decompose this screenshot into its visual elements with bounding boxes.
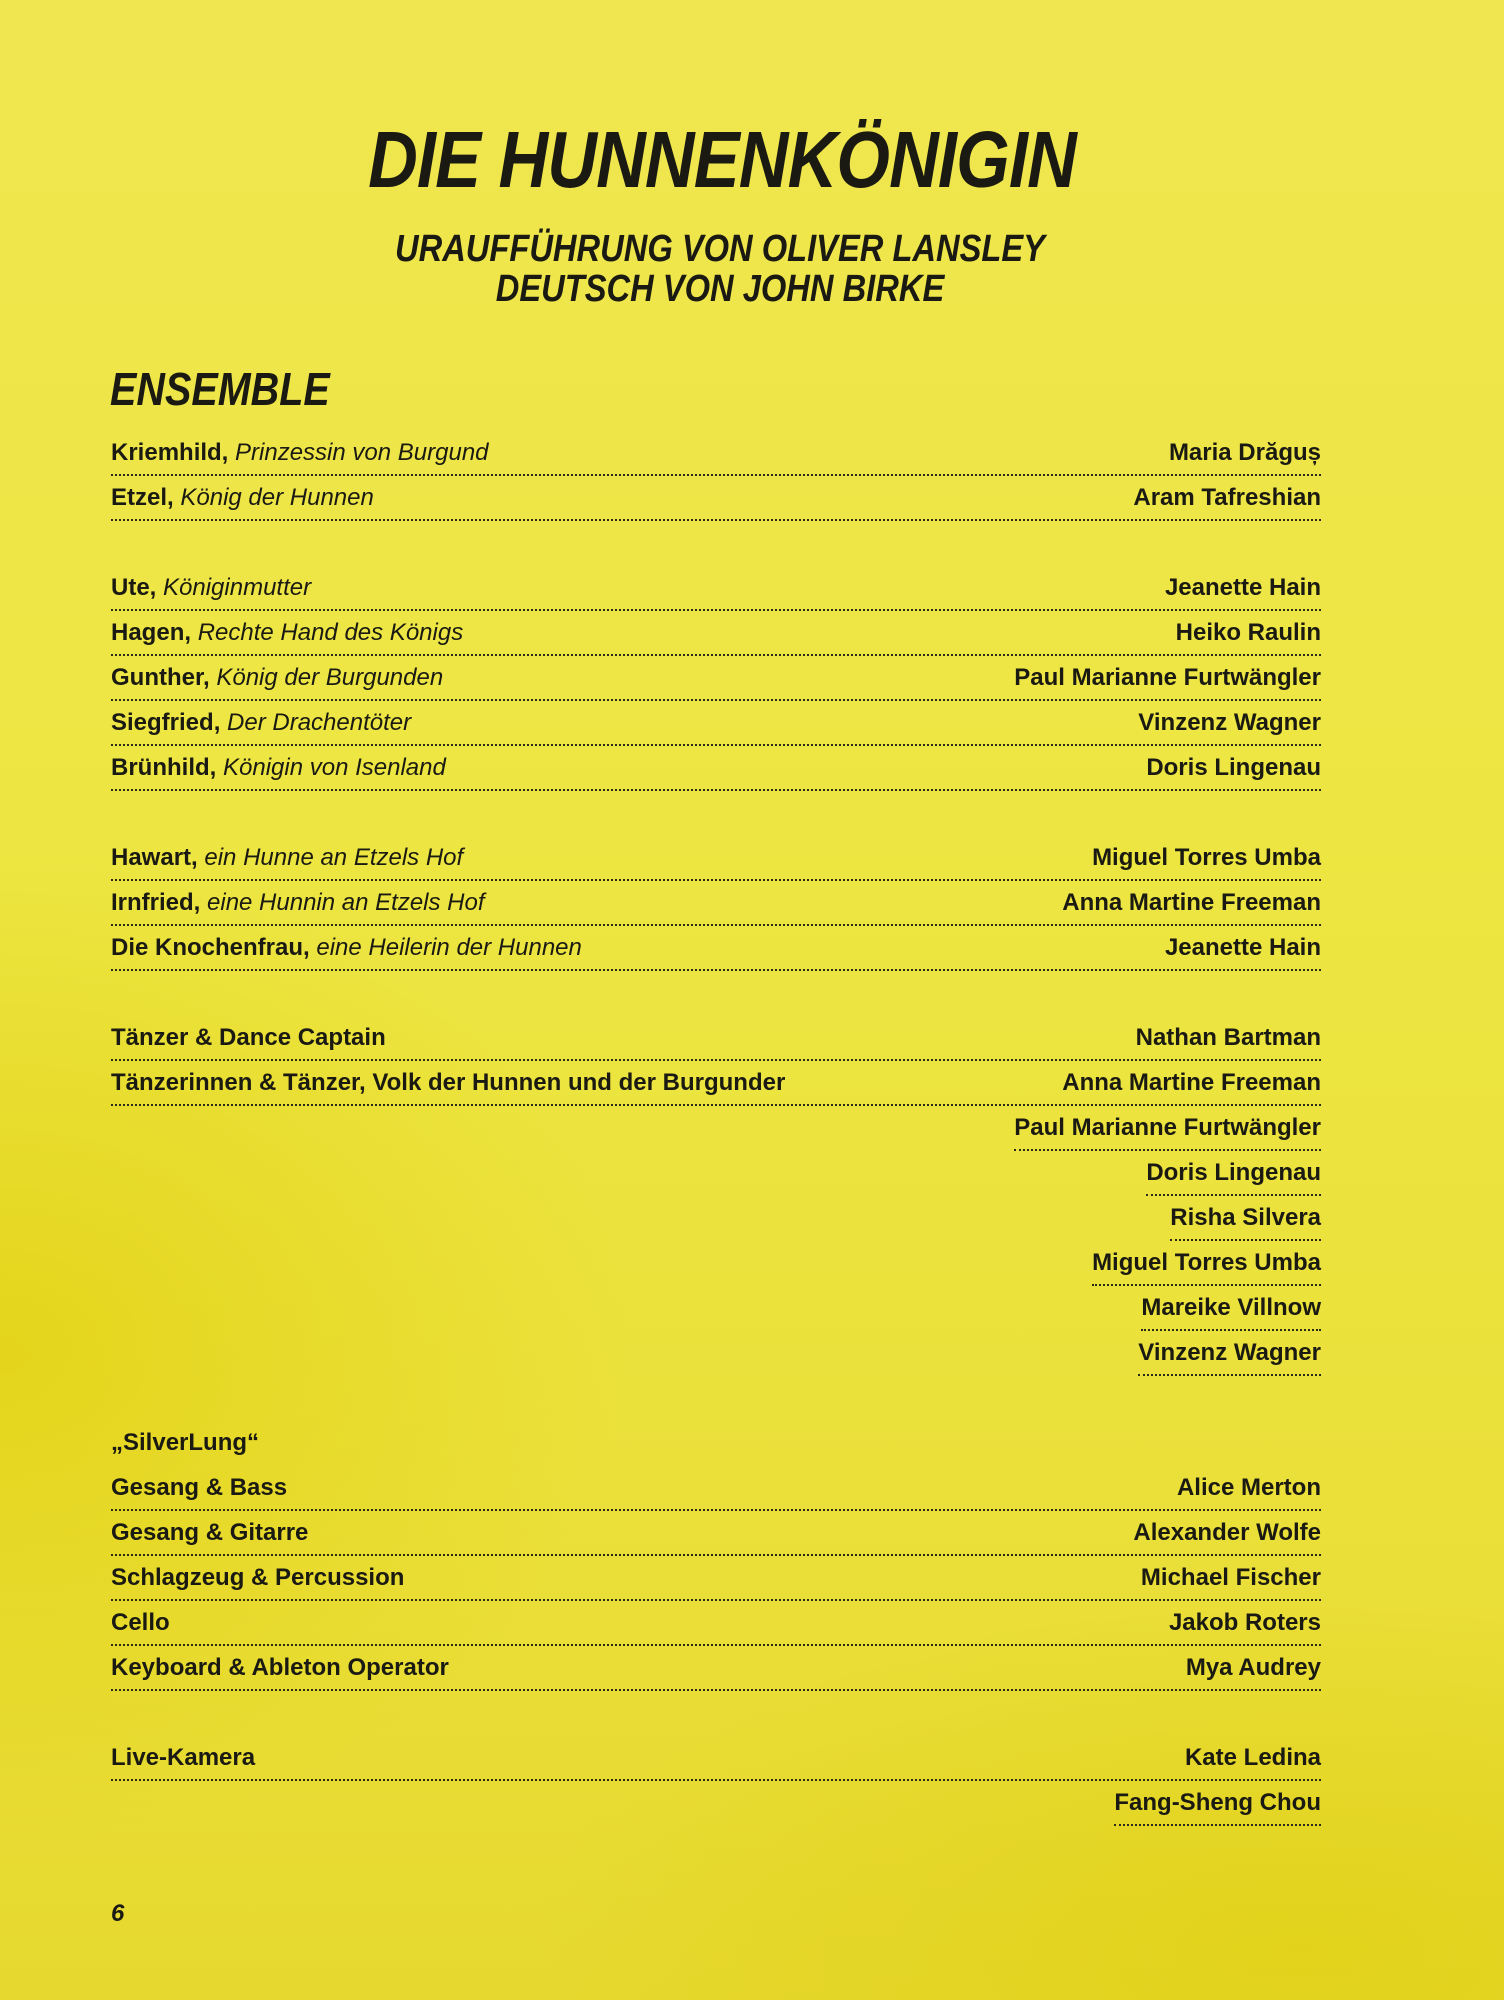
role-cell: [111, 747, 1321, 791]
cast-group: [111, 1737, 1321, 1827]
role-name: Tänzer & Dance Captain: [111, 1024, 386, 1051]
actor-name: Miguel Torres Umba: [1092, 1242, 1321, 1286]
cast-row: [111, 1737, 1321, 1782]
role-cell: [111, 1422, 1321, 1464]
subtitle-translation: DEUTSCH VON JOHN BIRKE: [495, 268, 945, 310]
cast-row: [111, 927, 1321, 972]
role-name: Schlagzeug & Percussion: [111, 1564, 405, 1591]
role-name: Hawart,: [111, 844, 198, 871]
cast-row: [111, 657, 1321, 702]
actor-name: Paul Marianne Furtwängler: [1014, 1107, 1321, 1151]
cast-row: [111, 1152, 1321, 1197]
actor-name: Kate Ledina: [1184, 1744, 1321, 1771]
actor-name: Doris Lingenau: [1146, 1152, 1321, 1196]
role-cell: [111, 927, 1321, 971]
actor-name: Vinzenz Wagner: [1138, 1332, 1321, 1376]
actor-name: Aram Tafreshian: [1133, 484, 1321, 511]
role-cell: [111, 1737, 1321, 1781]
actor-name: Risha Silvera: [1170, 1197, 1321, 1241]
actor-name: Jeanette Hain: [1164, 574, 1321, 601]
role-name: Siegfried,: [111, 709, 221, 736]
cast-row: [111, 612, 1321, 657]
cast-row: [111, 1242, 1321, 1287]
actor-name: Miguel Torres Umba: [1092, 844, 1321, 871]
cast-group: [111, 567, 1321, 792]
actor-name: Alice Merton: [1176, 1474, 1321, 1501]
role-description: König der Hunnen: [180, 484, 374, 511]
cast-row: [111, 1287, 1321, 1332]
role-description: Rechte Hand des Königs: [197, 619, 464, 646]
cast-row: [111, 1107, 1321, 1152]
role-description: Königin von Isenland: [223, 754, 446, 781]
role-name: Gunther,: [111, 664, 210, 691]
actor-name: Doris Lingenau: [1146, 754, 1321, 781]
cast-row: [111, 1602, 1321, 1647]
role-cell: [111, 567, 1321, 611]
role-description: eine Heilerin der Hunnen: [316, 934, 582, 961]
cast-row: [111, 477, 1321, 522]
page-number: 6: [111, 1900, 125, 1927]
role-description: Königinmutter: [163, 574, 312, 601]
role-description: Der Drachentöter: [227, 709, 412, 736]
cast-row: [111, 1467, 1321, 1512]
cast-group: [111, 1422, 1321, 1692]
actor-name: Heiko Raulin: [1175, 619, 1321, 646]
cast-row: [111, 1557, 1321, 1602]
cast-row: [111, 1197, 1321, 1242]
role-description: ein Hunne an Etzels Hof: [204, 844, 464, 871]
role-name: Etzel,: [111, 484, 174, 511]
role-name: Ute,: [111, 574, 157, 601]
actor-name: Mya Audrey: [1185, 1654, 1321, 1681]
cast-row: [111, 882, 1321, 927]
cast-row: [111, 432, 1321, 477]
cast-group: [111, 1017, 1321, 1377]
role-cell: [111, 432, 1321, 476]
role-name: Hagen,: [111, 619, 192, 646]
actor-name: Alexander Wolfe: [1133, 1519, 1321, 1546]
role-name: Die Knochenfrau,: [111, 934, 310, 961]
actor-name: Anna Martine Freeman: [1062, 1069, 1321, 1096]
role-name: Tänzerinnen & Tänzer, Volk der Hunnen und der Burgunder: [111, 1069, 786, 1096]
actor-name: Fang-Sheng Chou: [1114, 1782, 1321, 1826]
role-cell: [111, 612, 1321, 656]
cast-row: [111, 1512, 1321, 1557]
role-description: eine Hunnin an Etzels Hof: [207, 889, 485, 916]
role-name: „SilverLung“: [111, 1429, 260, 1456]
cast-group: [111, 837, 1321, 972]
page-title: DIE HUNNENKÖNIGIN: [368, 115, 1076, 204]
role-name: Live-Kamera: [111, 1744, 256, 1771]
actor-name: Nathan Bartman: [1135, 1024, 1321, 1051]
cast-row: [111, 1332, 1321, 1377]
cast-row: [111, 567, 1321, 612]
cast-row: [111, 1782, 1321, 1827]
actor-name: Vinzenz Wagner: [1138, 709, 1321, 736]
role-name: Gesang & Bass: [111, 1474, 288, 1501]
ensemble-list: [111, 432, 1321, 1827]
role-name: Brünhild,: [111, 754, 217, 781]
role-cell: [111, 1647, 1321, 1691]
actor-name: Mareike Villnow: [1141, 1287, 1321, 1331]
role-cell: [111, 1602, 1321, 1646]
actor-name: Maria Drăguș: [1168, 439, 1321, 466]
role-cell: [111, 1557, 1321, 1601]
cast-row: [111, 702, 1321, 747]
role-name: Cello: [111, 1609, 170, 1636]
subtitle-premiere: URAUFFÜHRUNG VON OLIVER LANSLEY: [395, 228, 1045, 270]
actor-name: Jeanette Hain: [1164, 934, 1321, 961]
actor-name: Anna Martine Freeman: [1062, 889, 1321, 916]
role-name: Keyboard & Ableton Operator: [111, 1654, 449, 1681]
cast-row: [111, 1422, 1321, 1467]
actor-name: Michael Fischer: [1140, 1564, 1321, 1591]
actor-name: Jakob Roters: [1168, 1609, 1321, 1636]
section-heading-ensemble: ENSEMBLE: [110, 363, 330, 415]
role-cell: [111, 1467, 1321, 1511]
actor-name: Paul Marianne Furtwängler: [1014, 664, 1321, 691]
cast-group: [111, 432, 1321, 522]
cast-row: [111, 1647, 1321, 1692]
role-name: Gesang & Gitarre: [111, 1519, 309, 1546]
role-description: Prinzessin von Burgund: [235, 439, 489, 466]
cast-row: [111, 837, 1321, 882]
cast-row: [111, 1062, 1321, 1107]
role-name: Irnfried,: [111, 889, 201, 916]
cast-row: [111, 1017, 1321, 1062]
role-description: König der Burgunden: [216, 664, 444, 691]
cast-row: [111, 747, 1321, 792]
role-name: Kriemhild,: [111, 439, 229, 466]
